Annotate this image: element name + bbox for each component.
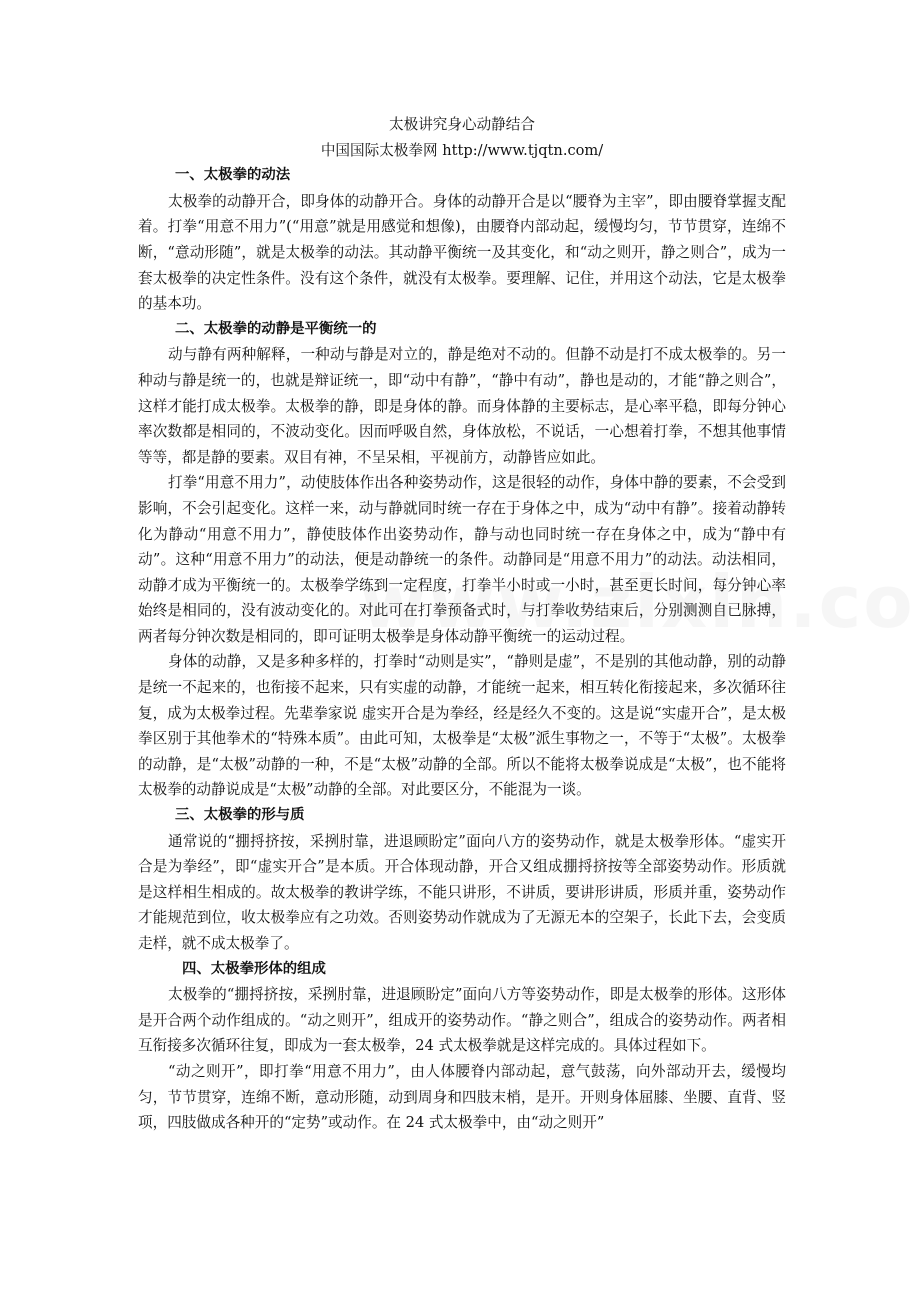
paragraph: 通常说的“掤捋挤按，采挒肘靠，进退顾盼定”面向八方的姿势动作，就是太极拳形体。“虚实开合是为拳经”，即“虚实开合”是本质。开合体现动静，开合又组成掤捋挤按等全部姿势动作。形质就是这样相生相成的。故太极拳的教讲学练，不能只讲形，不讲质，要讲形讲质，形质并重，姿势动作才能规范到位，收太极拳应有之功效。否则姿势动作就成为了无源无本的空架子，长此下去，会变质走样，就不成太极拳了。: [138, 832, 786, 952]
paragraph: 太极拳的“掤捋挤按，采挒肘靠，进退顾盼定”面向八方等姿势动作，即是太极拳的形体。这形体是开合两个动作组成的。“动之则开”，组成开的姿势动作。“静之则合”，组成合的姿势动作。两者相互衔接多次循环往复，即成为一套太极拳，24 式太极拳就是这样完成的。具体过程如下。: [138, 986, 786, 1055]
paragraph: 太极拳的动静开合，即身体的动静开合。身体的动静开合是以“腰脊为主宰”，即由腰脊掌握支配着。打拳“用意不用力”(“用意”就是用感觉和想像)，由腰脊内部动起，缓慢均匀，节节贯穿，连绵不断，“意动形随”，就是太极拳的动法。其动静平衡统一及其变化，和“动之则开，静之则合”，成为一套太极拳的决定性条件。没有这个条件，就没有太极拳。要理解、记住，并用这个动法，它是太极拳的基本功。: [138, 192, 786, 313]
document-page: [138, 112, 786, 1136]
paragraph: “动之则开”，即打拳“用意不用力”，由人体腰脊内部动起，意气鼓荡，向外部动开去，缓慢均匀，节节贯穿，连绵不断，意动形随，动到周身和四肢末梢，是开。开则身体屈膝、坐腰、直背、竖项，四肢做成各种开的“定势”或动作。在 24 式太极拳中，由“动之则开”: [138, 1062, 786, 1132]
paragraph: 身体的动静，又是多种多样的，打拳时“动则是实”，“静则是虚”，不是别的其他动静，别的动静是统一不起来的，也衔接不起来，只有实虚的动静，才能统一起来，相互转化衔接起来，多次循环往复，成为太极拳过程。先辈拳家说 虚实开合是为拳经，经是经久不变的。这是说“实虚开合”，是太极拳区别于其他拳术的“特殊本质”。由此可知，太极拳是“太极”派生事物之一，不等于“太极”。太极拳的动静，是“太极”动静的一种，不是“太极”动静的全部。所以不能将太极拳说成是“太极”，也不能将太极拳的动静说成是“太极”动静的全部。对此要区分，不能混为一谈。: [138, 653, 786, 799]
section-heading-2: 二、太极拳的动静是平衡统一的: [175, 320, 377, 337]
document-title: 太极讲究身心动静结合: [389, 116, 535, 133]
section-heading-1: 一、太极拳的动法: [175, 167, 291, 184]
document-source: 中国国际太极拳网 http://www.tjqtn.com/: [320, 141, 604, 159]
paragraph: 打拳“用意不用力”，动使肢体作出各种姿势动作，这是很轻的动作，身体中静的要素，不会受到影响，不会引起变化。这样一来，动与静就同时统一存在于身体之中，成为“动中有静”。接着动静转化为静动“用意不用力”，静使肢体作出姿势动作，静与动也同时统一存在身体之中，成为“静中有动”。这种“用意不用力”的动法，便是动静统一的条件。动静同是“用意不用力”的动法。动法相同，动静才成为平衡统一的。太极拳学练到一定程度，打拳半小时或一小时，甚至更长时间，每分钟心率始终是相同的，没有波动变化的。对此可在打拳预备式时，与打拳收势结束后，分别测测自已脉搏，两者每分钟次数是相同的，即可证明太极拳是身体动静平衡统一的运动过程。: [138, 474, 786, 645]
section-heading-4: 四、太极拳形体的组成: [182, 960, 326, 977]
paragraph: 动与静有两种解释，一种动与静是对立的，静是绝对不动的。但静不动是打不成太极拳的。另一种动与静是统一的，也就是辩证统一，即“动中有静”，“静中有动”，静也是动的，才能“静之则合”，这样才能打成太极拳。太极拳的静，即是身体的静。而身体静的主要标志，是心率平稳，即每分钟心率次数都是相同的，不波动变化。因而呼吸自然，身体放松，不说话，一心想着打拳，不想其他事情等等，都是静的要素。双目有神，不呈呆相，平视前方，动静皆应如此。: [138, 346, 786, 466]
section-heading-3: 三、太极拳的形与质: [175, 807, 305, 824]
